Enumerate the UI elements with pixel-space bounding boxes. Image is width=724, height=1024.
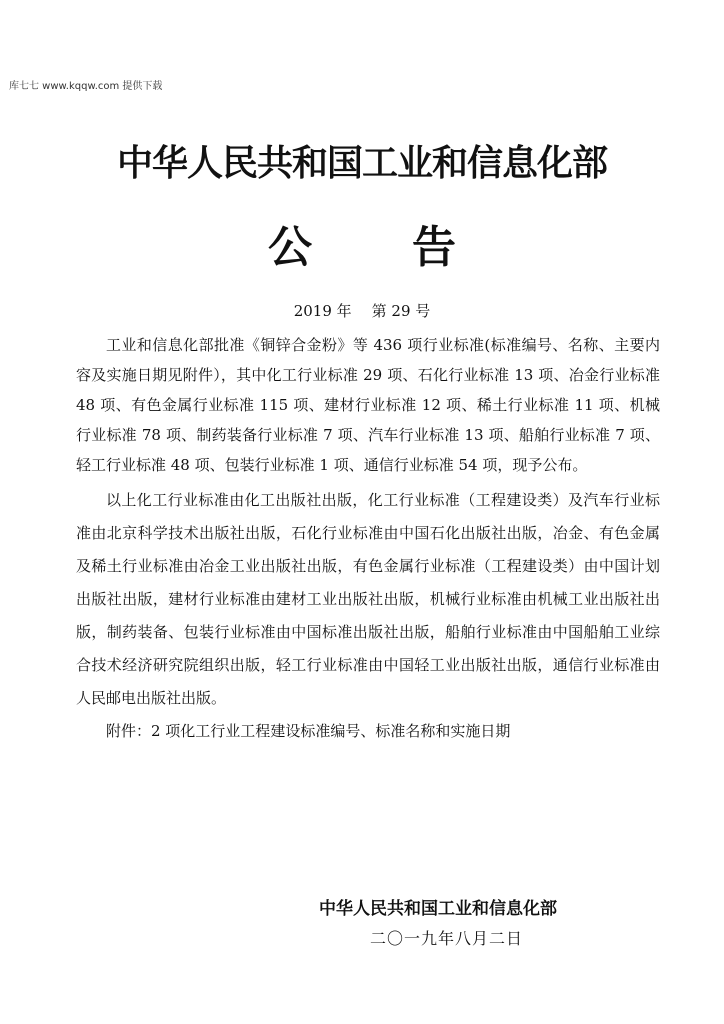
signature-issuer: 中华人民共和国工业和信息化部 bbox=[319, 899, 557, 919]
issue-year: 2019 年 bbox=[293, 302, 352, 320]
issuer-title: 中华人民共和国工业和信息化部 bbox=[116, 143, 607, 184]
heading-char-2: 告 bbox=[412, 222, 456, 273]
paragraph-publishers: 以上化工行业标准由化工出版社出版，化工行业标准（工程建设类）及汽车行业标准由北京科学技术出版社出版，石化行业标准由中国石化出版社出版，冶金、有色金属及稀土行业标准由冶金工业出版社出版，有色金属行业标准（工程建设类）由中国计划出版社出版，建材行业标准由建材工业出版社出版，机械行业标准由机械工业出版社出版，制药装备、包装行业标准由中国标准出版社出版，船舶行业标准由中国船舶工业综合技术经济研究院组织出版，轻工行业标准由中国轻工业出版社出版，通信行业标准由人民邮电出版社出版。 bbox=[76, 491, 660, 707]
issue-number-line bbox=[0, 300, 724, 322]
issue-number: 第 29 号 bbox=[371, 302, 431, 320]
watermark-text: 库七七 www.kqqw.com 提供下载 bbox=[9, 81, 163, 92]
paragraph-attachment: 附件：2 项化工行业工程建设标准编号、标准名称和实施日期 bbox=[106, 722, 511, 740]
heading-char-1: 公 bbox=[268, 222, 312, 273]
announcement-body bbox=[76, 330, 660, 748]
paragraph-approval: 工业和信息化部批准《铜锌合金粉》等 436 项行业标准(标准编号、名称、主要内容及实施日期见附件），其中化工行业标准 29 项、石化行业标准 13 项、冶金行业标准 48 项、有色金属行业标准 115 项、建材行业标准 12 项、稀土行业标准 11 项、机械行业标准 78 项、制药装备行业标准 7 项、汽车行业标准 13 项、船舶行业标准 7 项、轻工行业标准 48 项、包装行业标准 1 项、通信行业标准 54 项，现予公布。 bbox=[76, 336, 660, 474]
announcement-heading bbox=[0, 220, 724, 276]
issue-date: 二〇一九年八月二日 bbox=[370, 929, 524, 948]
